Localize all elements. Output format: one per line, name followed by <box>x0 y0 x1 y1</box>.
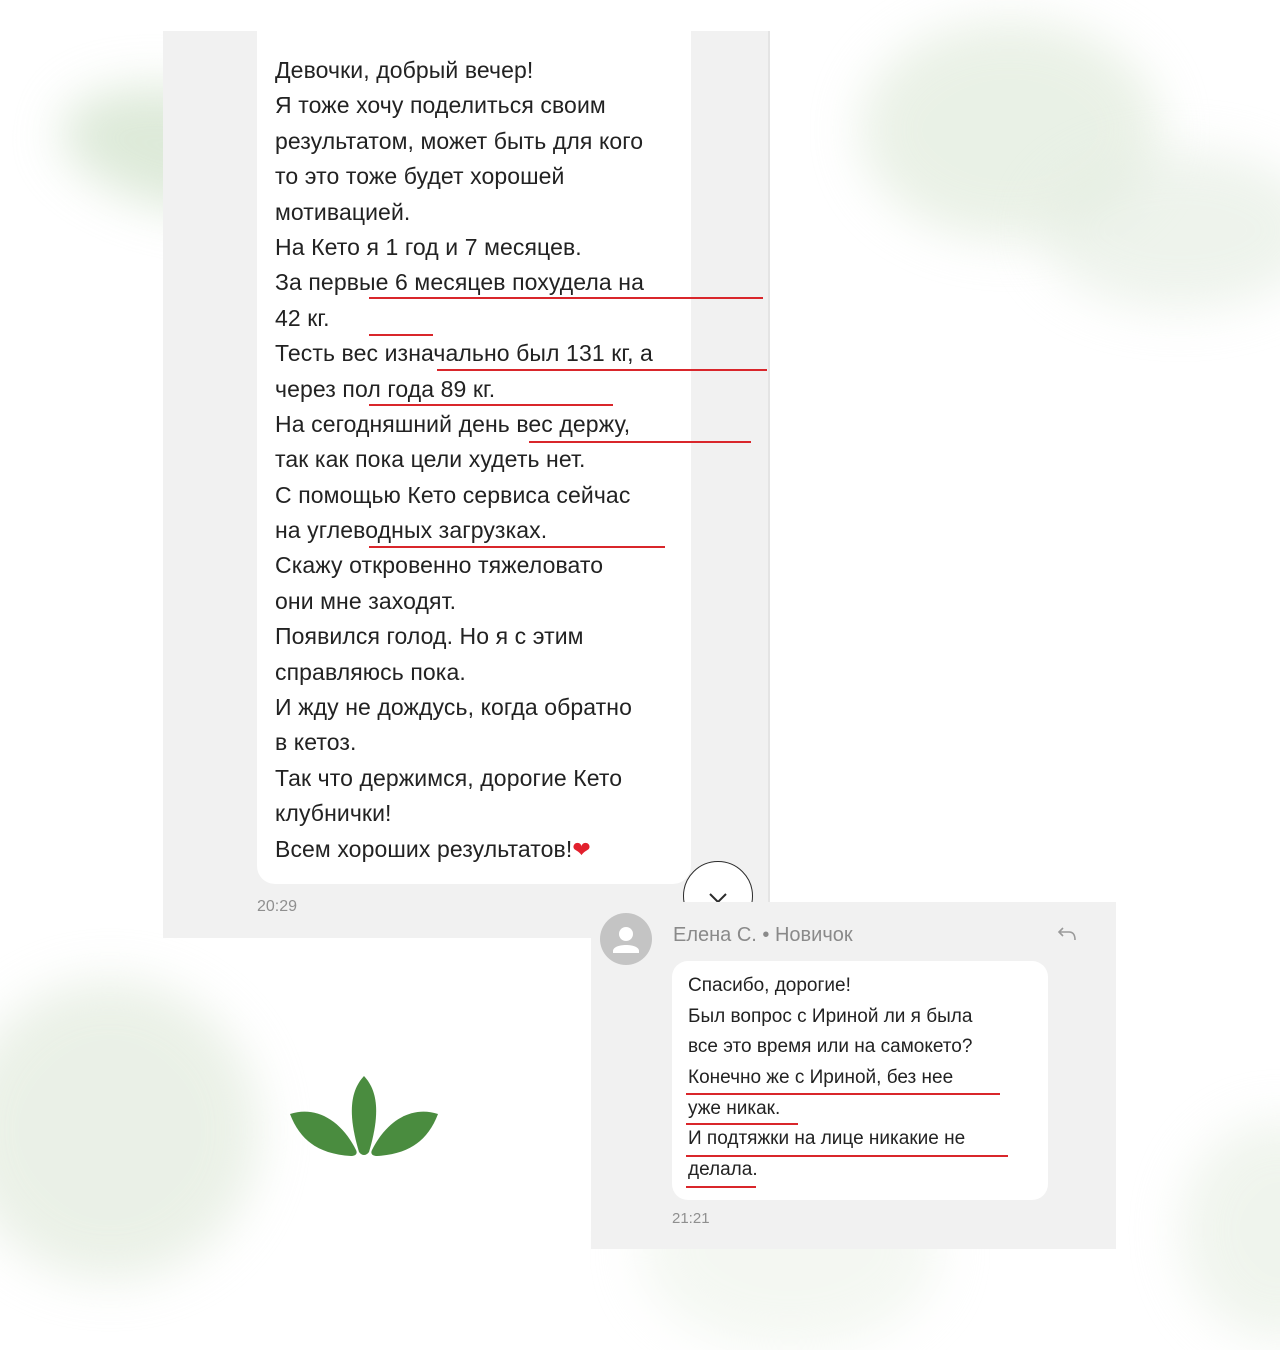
message-line: За первые 6 месяцев похудела на <box>275 269 644 296</box>
highlight-underline <box>529 441 751 443</box>
author-name[interactable]: Елена С. • Новичок <box>673 924 853 946</box>
message-line: справляюсь пока. <box>275 658 466 685</box>
message-line: через пол года 89 кг. <box>275 375 496 402</box>
message-line: 42 кг. <box>275 304 330 331</box>
message-line: Так что держимся, дорогие Кето <box>275 764 623 791</box>
message-line: Был вопрос с Ириной ли я была <box>688 1005 973 1027</box>
message-line-text: Всем хороших результатов! <box>275 835 573 862</box>
message-line: Тесть вес изначально был 131 кг, а <box>275 340 653 367</box>
message-text <box>275 53 687 867</box>
bg-leaf-blur <box>1180 1120 1280 1340</box>
avatar[interactable] <box>600 913 652 965</box>
message-line: Спасибо, дорогие! <box>688 975 851 996</box>
message-line: клубнички! <box>275 800 392 827</box>
message-line-last <box>275 832 687 867</box>
message-line: то это тоже будет хорошей <box>275 163 565 190</box>
highlight-underline <box>686 1093 1000 1095</box>
message-line: Появился голод. Но я с этим <box>275 623 584 650</box>
chat-screenshot-2 <box>591 902 1116 1249</box>
heart-emoji-icon: ❤ <box>572 836 591 862</box>
message-line: На сегодняшний день вес держу, <box>275 410 631 437</box>
message-line: С помощью Кето сервиса сейчас <box>275 481 631 508</box>
highlight-underline <box>686 1155 1008 1157</box>
highlight-underline <box>686 1186 756 1188</box>
message-line: результатом, может быть для кого <box>275 127 644 154</box>
message-line: Я тоже хочу поделиться своим <box>275 92 606 119</box>
message-line: все это время или на самокето? <box>688 1036 973 1058</box>
message-line: на углеводных загрузках. <box>275 517 548 544</box>
message-text <box>688 971 1038 1186</box>
message-bubble <box>257 31 691 884</box>
highlight-underline <box>437 369 767 371</box>
scrollbar-track[interactable] <box>768 31 770 938</box>
message-line: мотивацией. <box>275 198 411 225</box>
message-line: уже никак. <box>688 1097 781 1119</box>
bg-leaf-blur <box>0 980 260 1280</box>
leaf-logo-icon <box>288 1074 440 1158</box>
message-line: Скажу откровенно тяжеловато <box>275 552 604 579</box>
chat-screenshot-1 <box>163 31 770 938</box>
highlight-underline <box>369 404 613 406</box>
reply-icon[interactable] <box>1057 925 1077 943</box>
message-time: 20:29 <box>257 898 298 915</box>
message-bubble <box>672 961 1048 1200</box>
message-line: Конечно же с Ириной, без нее <box>688 1067 954 1089</box>
message-line: они мне заходят. <box>275 587 457 614</box>
message-time: 21:21 <box>672 1210 710 1227</box>
message-line: И подтяжки на лице никакие не <box>688 1128 966 1150</box>
message-line: в кетоз. <box>275 729 357 756</box>
user-avatar-icon <box>600 913 652 965</box>
message-line: На Кето я 1 год и 7 месяцев. <box>275 233 582 260</box>
message-line: делала. <box>688 1159 758 1181</box>
message-line: так как пока цели худеть нет. <box>275 446 586 473</box>
message-line: Девочки, добрый вечер! <box>275 57 534 83</box>
highlight-underline <box>369 297 763 299</box>
highlight-underline <box>369 334 433 336</box>
highlight-underline <box>369 546 665 548</box>
message-line: И жду не дождусь, когда обратно <box>275 694 633 721</box>
highlight-underline <box>686 1123 798 1125</box>
